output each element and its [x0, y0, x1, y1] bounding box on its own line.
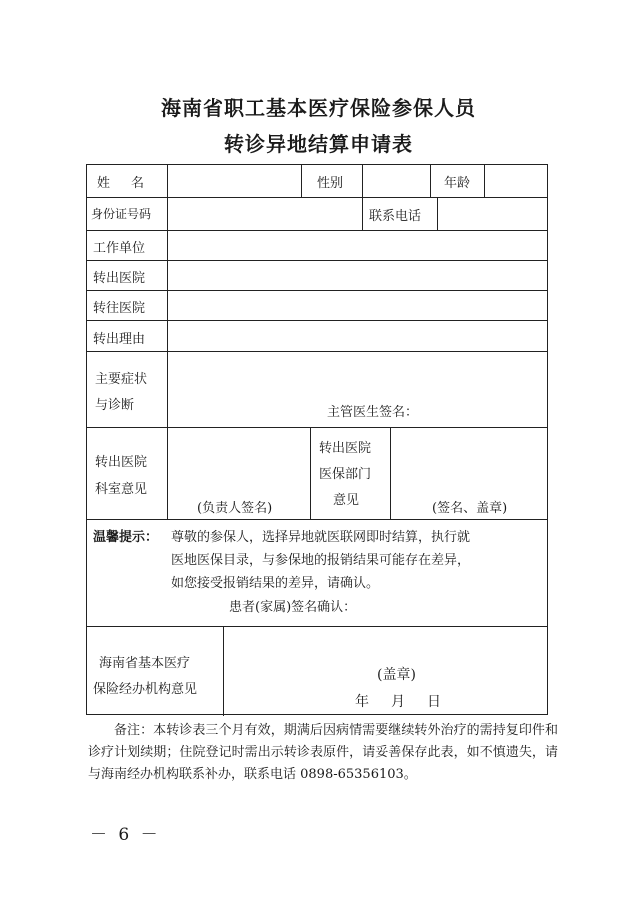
col-divider [362, 197, 363, 230]
insurance-dept-label-line3: 意见 [333, 493, 360, 508]
patient-confirm-label: 患者(家属)签名确认： [229, 600, 357, 615]
gender-field[interactable] [363, 165, 430, 197]
row-divider [87, 626, 547, 627]
form-title-line1: 海南省职工基本医疗保险参保人员 [161, 96, 476, 120]
work-unit-label: 工作单位 [93, 241, 146, 256]
reminder-line3: 如您接受报销结果的差异，请确认。 [171, 576, 380, 591]
symptoms-label-line2: 与诊断 [95, 398, 135, 413]
page-number: － 6 － [90, 825, 161, 845]
name-field[interactable] [168, 165, 301, 197]
agency-opinion-label-line2: 保险经办机构意见 [93, 682, 198, 697]
transfer-to-hospital-label: 转往医院 [93, 301, 146, 316]
work-unit-field[interactable] [168, 231, 547, 260]
insurance-dept-label-line2: 医保部门 [319, 467, 372, 482]
transfer-to-hospital-field[interactable] [168, 291, 547, 320]
form-title-line2: 转诊异地结算申请表 [224, 132, 413, 156]
col-divider [310, 427, 311, 519]
col-divider [223, 626, 224, 716]
phone-field[interactable] [438, 198, 547, 230]
transfer-out-hospital-field[interactable] [168, 261, 547, 290]
col-divider [430, 165, 431, 197]
remark-note: 备注：本转诊表三个月有效，期满后因病情需要继续转外治疗的需持复印件和诊疗计划续期；住院登记时需出示转诊表原件，请妥善保存此表，如不慎遗失，请与海南经办机构联系补办，联系电话 0898-65356103。 [88, 723, 558, 782]
dept-opinion-label-line1: 转出医院 [95, 455, 148, 470]
age-label: 年龄 [444, 176, 471, 191]
gender-label: 性别 [317, 176, 344, 191]
symptoms-label-line1: 主要症状 [95, 372, 148, 387]
transfer-reason-field[interactable] [168, 321, 547, 351]
phone-label: 联系电话 [369, 209, 422, 224]
reminder-line2: 医地医保目录，与参保地的报销结果可能存在差异， [171, 553, 471, 568]
insurance-dept-label-line1: 转出医院 [319, 441, 372, 456]
transfer-reason-label: 转出理由 [93, 332, 146, 347]
row-divider [87, 427, 547, 428]
seal-label: (盖章) [377, 667, 416, 683]
responsible-signature-label: (负责人签名) [197, 501, 273, 516]
date-line: 年 月 日 [355, 694, 445, 710]
doctor-signature-label: 主管医生签名： [327, 405, 419, 420]
age-field[interactable] [485, 165, 547, 197]
name-label: 姓 名 [97, 176, 149, 191]
row-divider [87, 351, 547, 352]
col-divider [301, 165, 302, 197]
transfer-out-hospital-label: 转出医院 [93, 271, 146, 286]
reminder-title: 温馨提示： [93, 530, 159, 545]
sign-seal-label: (签名、盖章) [432, 501, 508, 516]
col-divider [390, 427, 391, 519]
application-form [86, 164, 548, 715]
row-divider [87, 519, 547, 520]
id-number-field[interactable] [168, 198, 362, 230]
reminder-line1: 尊敬的参保人，选择异地就医联网即时结算，执行就 [171, 530, 471, 545]
agency-opinion-label-line1: 海南省基本医疗 [99, 656, 191, 671]
dept-opinion-label-line2: 科室意见 [95, 482, 148, 497]
col-divider [167, 427, 168, 519]
id-number-label: 身份证号码 [91, 207, 152, 221]
